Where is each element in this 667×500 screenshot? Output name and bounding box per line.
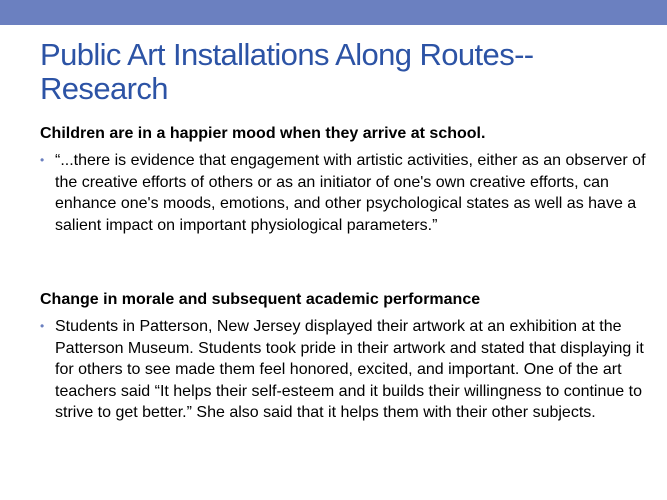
slide-title: Public Art Installations Along Routes--Research: [40, 37, 534, 106]
bullet-item: [40, 150, 650, 236]
bullet-text: Students in Patterson, New Jersey displayed their artwork at an exhibition at the Patterson Museum. Students took pride in their artwork and stated that displaying it for others to see made them feel honored, excited, and important. One of the art teachers said “It helps their self-esteem and it builds their willingness to continue to strive to get better.” She also said that it helps them with their other subjects.: [55, 318, 644, 421]
bullet-text: “...there is evidence that engagement with artistic activities, either as an observer of the creative efforts of others or as an initiator of one's own creative efforts, can enhance one's moods, emotions, and other psychological states as well as have a salient impact on important physiological parameters.”: [55, 152, 646, 234]
bullet-dot-icon: •: [40, 153, 45, 167]
research-section-mood: [40, 124, 650, 236]
research-section-morale: [40, 290, 650, 424]
section-heading: Change in morale and subsequent academic performance: [40, 291, 481, 308]
slide-top-accent-bar: [0, 0, 667, 25]
bullet-item: [40, 316, 650, 424]
bullet-dot-icon: •: [40, 319, 45, 333]
section-heading: Children are in a happier mood when they arrive at school.: [40, 125, 486, 142]
